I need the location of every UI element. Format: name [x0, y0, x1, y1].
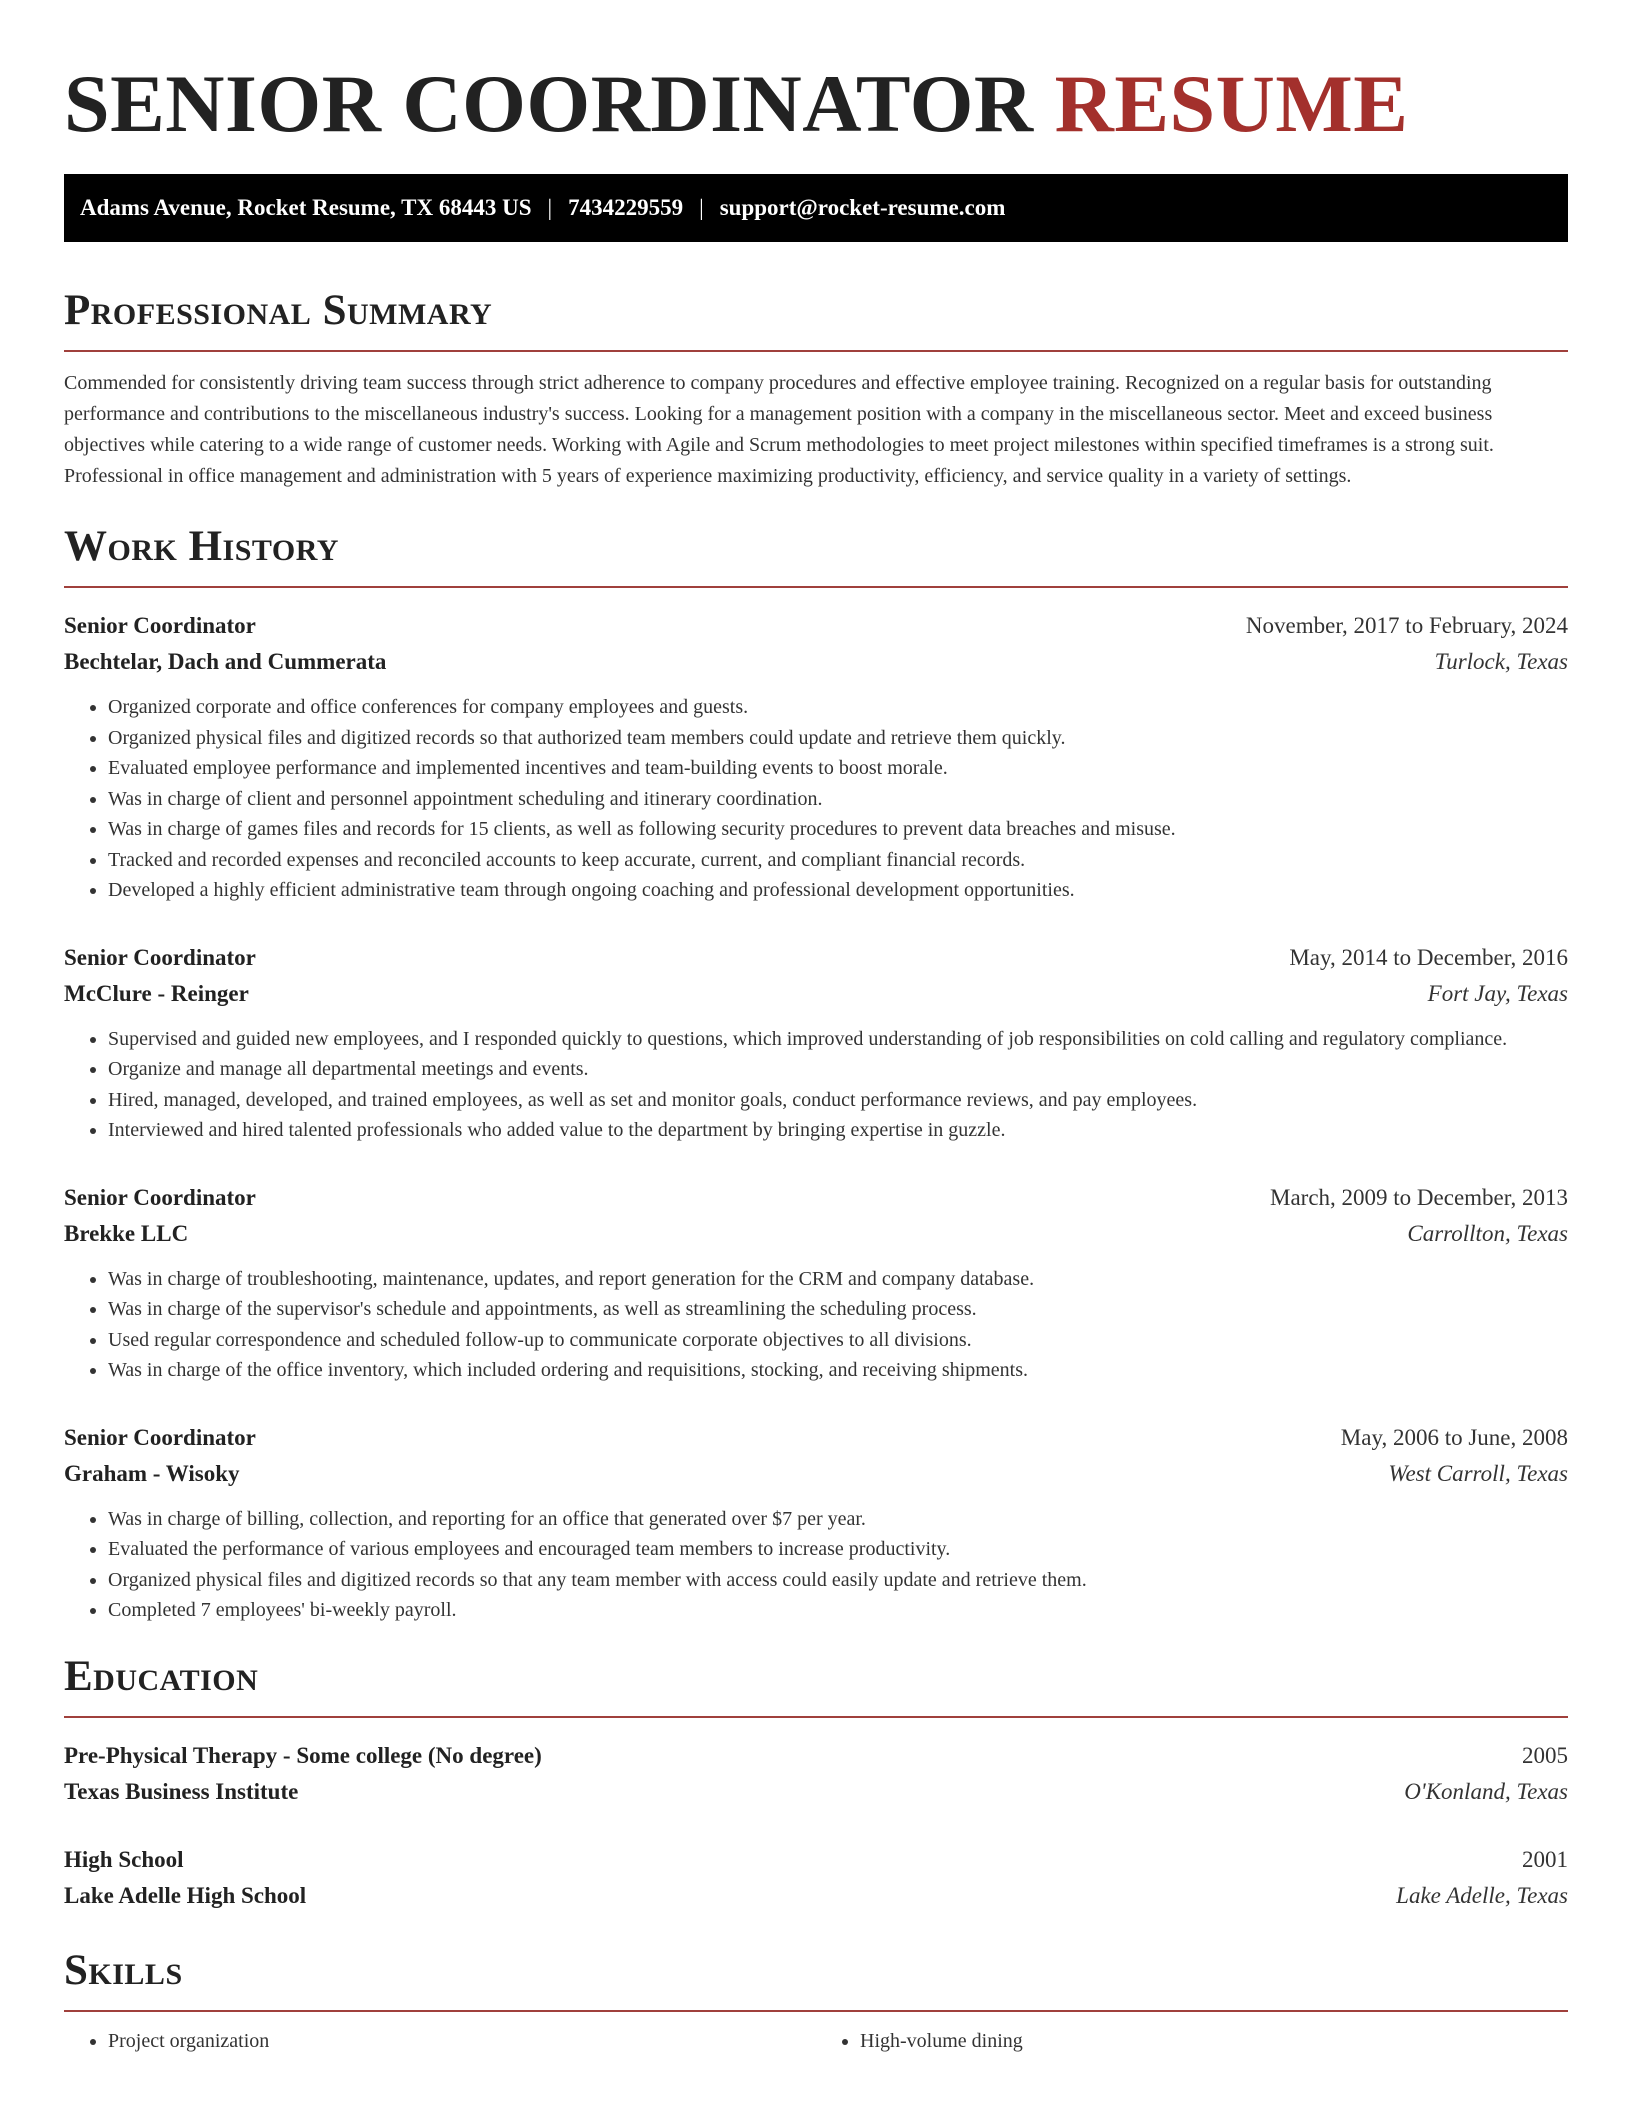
contact-bar	[64, 174, 1568, 242]
job-bullet: • Tracked and recorded expenses and reconciled accounts to keep accurate, current, and compliant financial records.	[108, 845, 1568, 876]
job-title: Senior Coordinator	[64, 944, 256, 970]
job-title: Senior Coordinator	[64, 1424, 256, 1450]
skills-columns	[64, 2026, 1568, 2057]
education-school: Texas Business Institute	[64, 1778, 299, 1804]
education-entry	[64, 1842, 1568, 1914]
job-dates: March, 2009 to December, 2013	[1270, 1184, 1568, 1210]
section-divider	[64, 1716, 1568, 1718]
work-history-section	[64, 520, 1568, 1626]
job-bullets	[64, 692, 1568, 906]
job-bullets	[64, 1504, 1568, 1626]
job-dates: May, 2006 to June, 2008	[1340, 1424, 1568, 1450]
job-bullet: • Was in charge of client and personnel appointment scheduling and itinerary coordination.	[108, 784, 1568, 815]
job-bullet: • Developed a highly efficient administrative team through ongoing coaching and professional development opportunities.	[108, 875, 1568, 906]
skills-section	[64, 1944, 1568, 2057]
education-degree: Pre-Physical Therapy - Some college (No degree)	[64, 1742, 542, 1768]
job-bullet: • Completed 7 employees' bi-weekly payroll.	[108, 1595, 1568, 1626]
job-bullet: • Supervised and guided new employees, and I responded quickly to questions, which improved understanding of job responsibilities on cold calling and regulatory compliance.	[108, 1024, 1568, 1055]
job-dates: November, 2017 to February, 2024	[1245, 613, 1568, 638]
job-bullet: • Organize and manage all departmental meetings and events.	[108, 1054, 1568, 1085]
job-bullet: • Was in charge of billing, collection, and reporting for an office that generated over $7 per year.	[108, 1504, 1568, 1535]
contact-separator: |	[699, 195, 704, 220]
job-location: Fort Jay, Texas	[1427, 980, 1568, 1006]
contact-phone: 7434229559	[568, 195, 684, 220]
job-bullet: • Hired, managed, developed, and trained employees, as well as set and monitor goals, conduct performance reviews, and pay employees.	[108, 1085, 1568, 1116]
title-main: SENIOR COORDINATOR	[64, 58, 1034, 149]
job-bullet: • Was in charge of the office inventory, which included ordering and requisitions, stocking, and receiving shipments.	[108, 1355, 1568, 1386]
job-entry	[64, 1180, 1568, 1386]
job-bullet: • Was in charge of troubleshooting, maintenance, updates, and report generation for the CRM and company database.	[108, 1264, 1568, 1295]
job-company: Brekke LLC	[64, 1220, 189, 1246]
education-section	[64, 1650, 1568, 1914]
job-company: Bechtelar, Dach and Cummerata	[64, 649, 387, 674]
education-location: Lake Adelle, Texas	[1396, 1882, 1568, 1908]
work-history-heading: Work History	[64, 523, 339, 570]
job-bullets	[64, 1264, 1568, 1386]
job-location: West Carroll, Texas	[1388, 1460, 1568, 1486]
contact-separator: |	[547, 195, 553, 220]
contact-email: support@rocket-resume.com	[719, 195, 1006, 220]
job-bullet: • Organized corporate and office conferences for company employees and guests.	[108, 692, 1568, 723]
education-entry	[64, 1738, 1568, 1810]
job-entry	[64, 608, 1568, 906]
contact-address: Adams Avenue, Rocket Resume, TX 68443 US	[80, 195, 532, 220]
skills-heading: Skills	[64, 1946, 183, 1994]
job-location: Turlock, Texas	[1434, 649, 1568, 674]
education-heading: Education	[64, 1652, 259, 1700]
section-divider	[64, 586, 1568, 588]
education-school: Lake Adelle High School	[64, 1882, 307, 1908]
job-company: Graham - Wisoky	[64, 1460, 240, 1486]
section-divider	[64, 2010, 1568, 2012]
summary-heading: Professional Summary	[64, 287, 493, 334]
skills-list-right	[816, 2026, 1568, 2057]
job-bullet: • Interviewed and hired talented professionals who added value to the department by bringing expertise in guzzle.	[108, 1115, 1568, 1146]
title-accent: RESUME	[1054, 58, 1409, 149]
education-year: 2001	[1522, 1846, 1568, 1872]
job-title: Senior Coordinator	[64, 613, 256, 638]
job-title: Senior Coordinator	[64, 1184, 256, 1210]
education-degree: High School	[64, 1846, 184, 1872]
skill-item: • High-volume dining	[860, 2026, 1568, 2057]
education-year: 2005	[1522, 1742, 1568, 1768]
job-bullet: • Organized physical files and digitized records so that authorized team members could update and retrieve them quickly.	[108, 723, 1568, 754]
job-bullet: • Was in charge of games files and records for 15 clients, as well as following security procedures to prevent data breaches and misuse.	[108, 814, 1568, 845]
job-bullet: • Evaluated employee performance and implemented incentives and team-building events to boost morale.	[108, 753, 1568, 784]
job-bullet: • Used regular correspondence and scheduled follow-up to communicate corporate objectives to all divisions.	[108, 1325, 1568, 1356]
resume-title	[64, 0, 1568, 152]
job-bullet: • Organized physical files and digitized records so that any team member with access could easily update and retrieve them.	[108, 1565, 1568, 1596]
summary-text: Commended for consistently driving team success through strict adherence to company procedures and effective employee training. Recognized on a regular basis for outstanding performance and contributions to the miscellaneous industry's success. Looking for a management position with a company in the miscellaneous sector. Meet and exceed business objectives while catering to a wide range of customer needs. Working with Agile and Scrum methodologies to meet project milestones within specified timeframes is a strong suit. Professional in office management and administration with 5 years of experience maximizing productivity, efficiency, and service quality in a variety of settings.	[64, 372, 1494, 487]
job-company: McClure - Reinger	[64, 980, 249, 1006]
job-bullet: • Evaluated the performance of various employees and encouraged team members to increase productivity.	[108, 1534, 1568, 1565]
job-bullets	[64, 1024, 1568, 1146]
section-divider	[64, 350, 1568, 352]
education-location: O'Konland, Texas	[1404, 1778, 1568, 1804]
job-entry	[64, 940, 1568, 1146]
skills-list-left	[64, 2026, 816, 2057]
job-location: Carrollton, Texas	[1407, 1220, 1568, 1246]
skill-item: • Project organization	[108, 2026, 816, 2057]
job-bullet: • Was in charge of the supervisor's schedule and appointments, as well as streamlining the scheduling process.	[108, 1294, 1568, 1325]
summary-section	[64, 284, 1568, 492]
job-dates: May, 2014 to December, 2016	[1289, 944, 1568, 970]
job-entry	[64, 1420, 1568, 1626]
